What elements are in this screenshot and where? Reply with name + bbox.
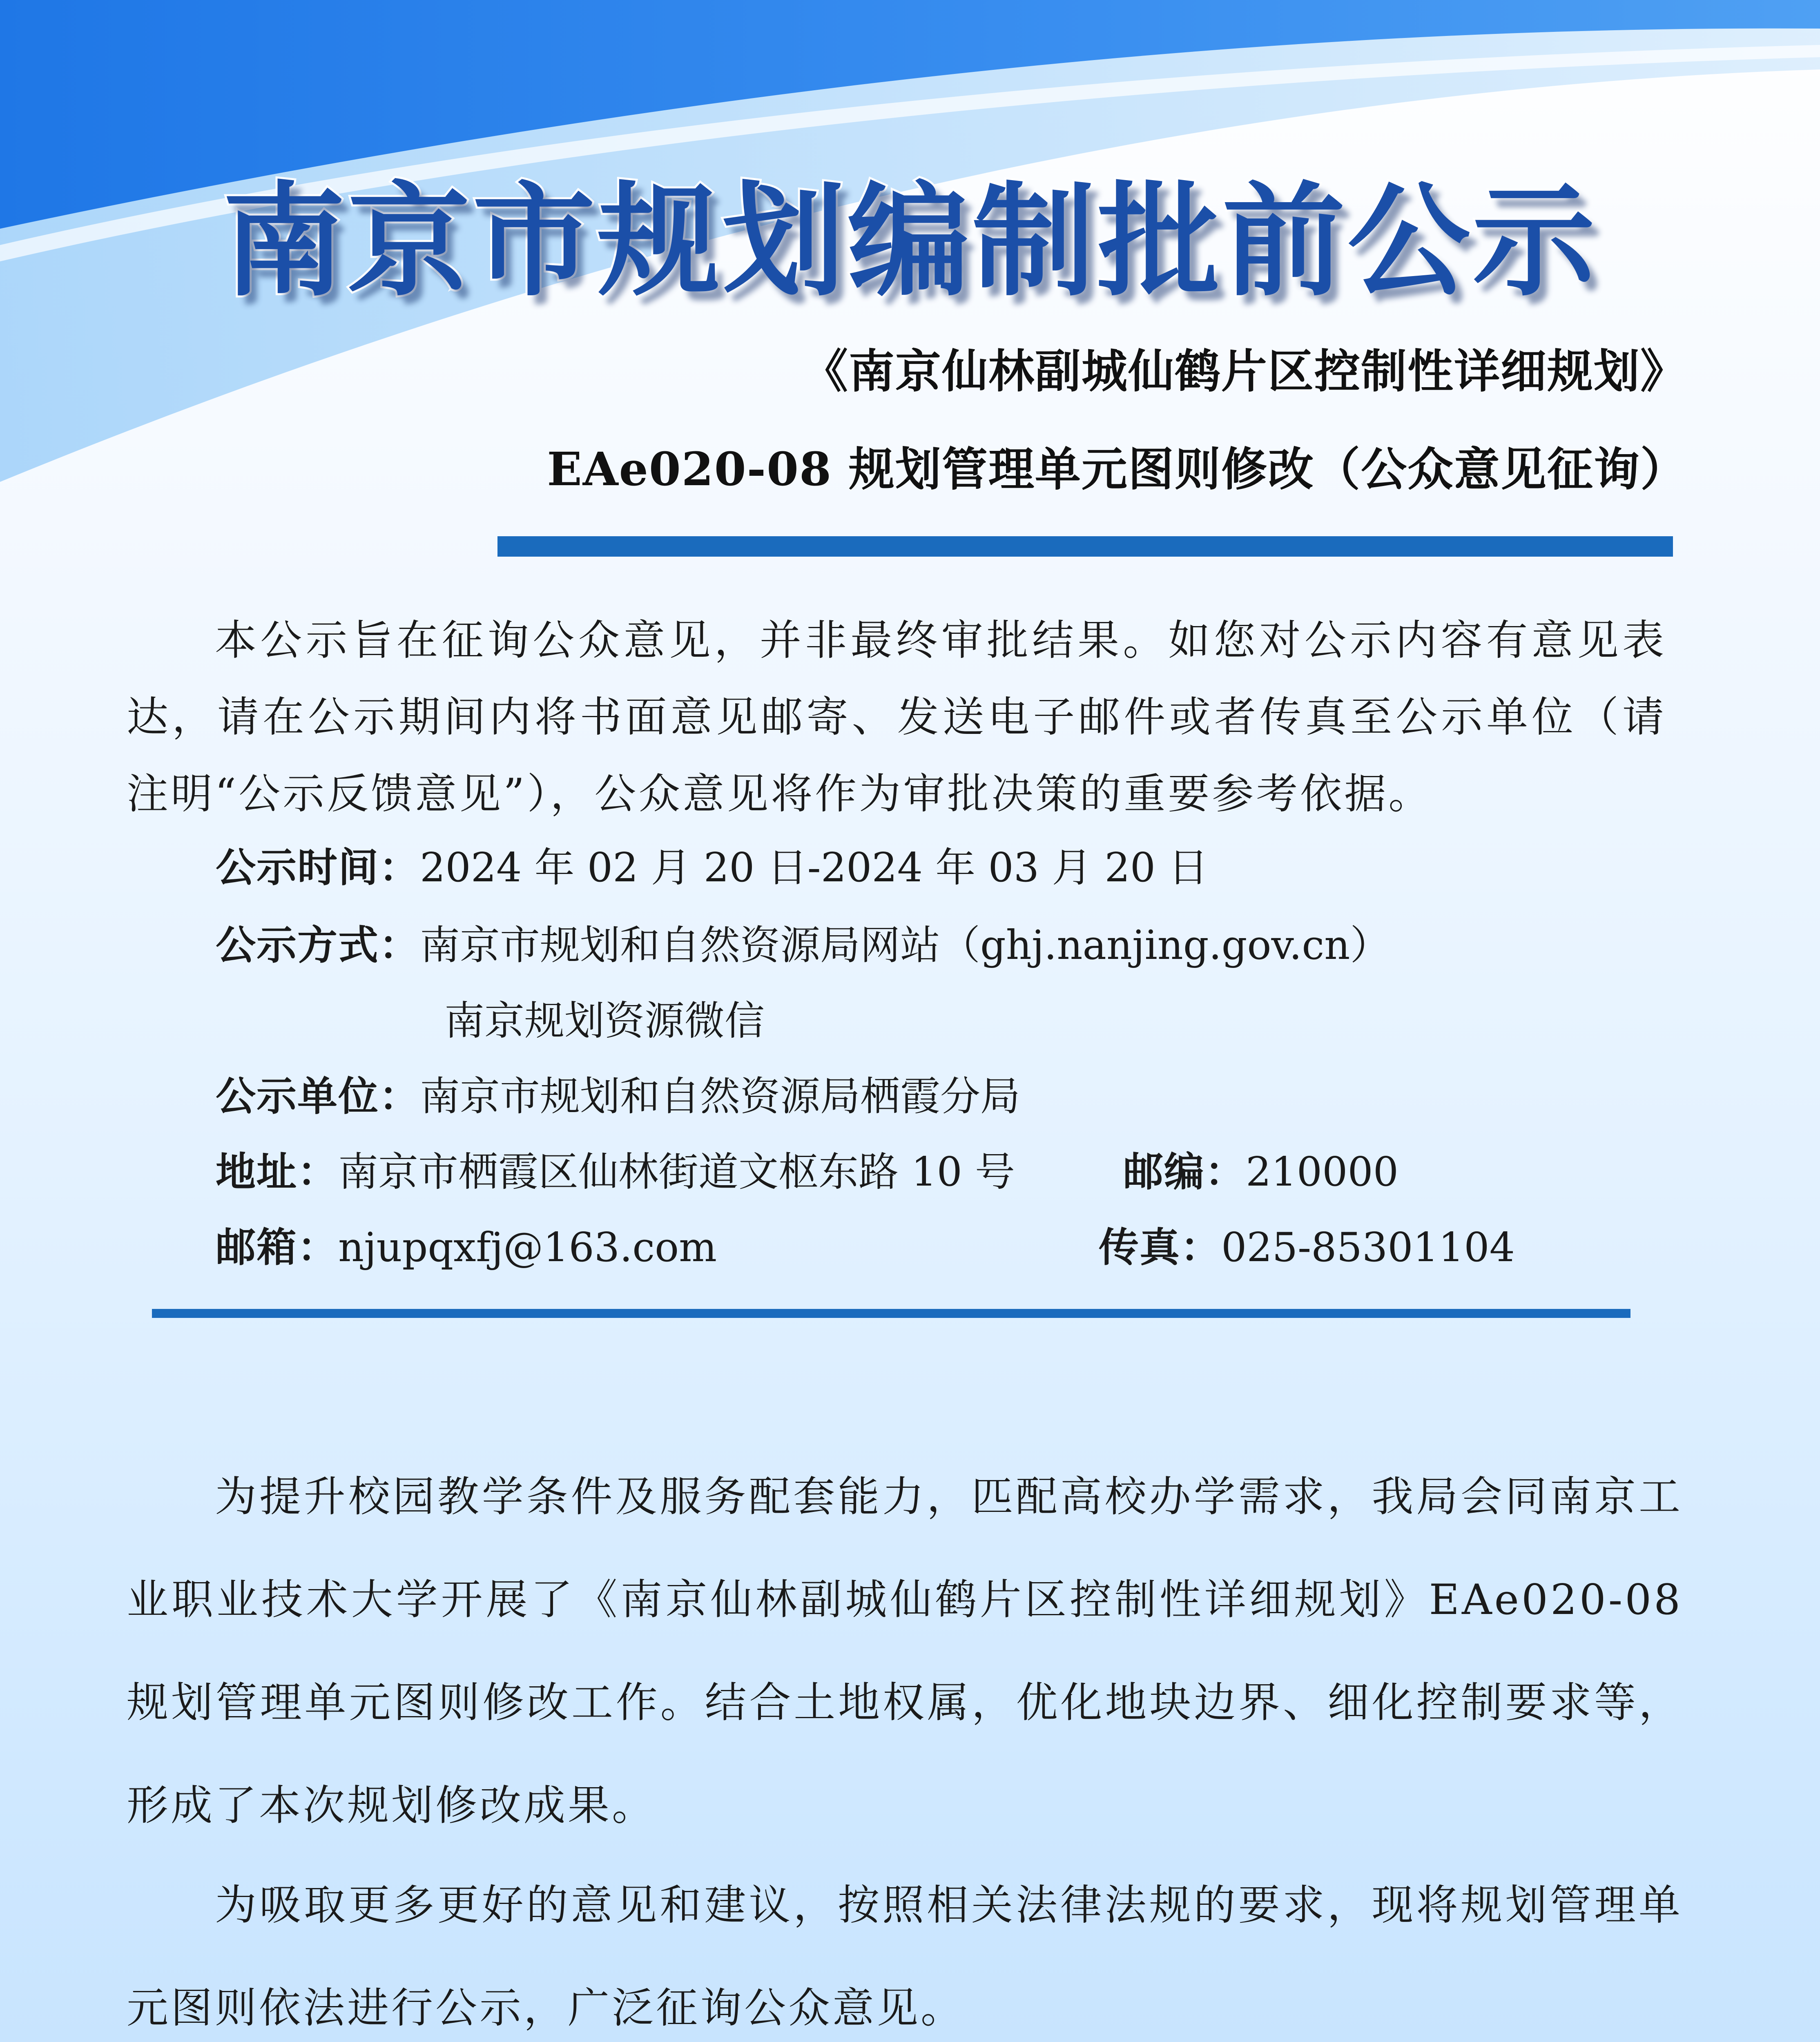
info-method-wechat-row <box>444 990 765 1052</box>
info-method <box>216 915 1390 976</box>
info-unit-value: 南京市规划和自然资源局栖霞分局 <box>420 1073 1021 1120</box>
info-time-label: 公示时间： <box>216 844 420 891</box>
info-unit <box>216 1066 1020 1127</box>
info-fax-label: 传真： <box>1099 1224 1222 1271</box>
info-address-value: 南京市栖霞区仙林街道文枢东路 10 号 <box>338 1149 1015 1195</box>
info-method-website: 南京市规划和自然资源局网站（ghj.nanjing.gov.cn） <box>420 922 1390 969</box>
plan-name: 《南京仙林副城仙鹤片区控制性详细规划》 <box>802 345 1687 398</box>
info-address-label: 地址： <box>216 1148 339 1195</box>
info-fax <box>1099 1217 1515 1278</box>
info-postcode-label: 邮编： <box>1123 1148 1246 1195</box>
notice-paragraph: 本公示旨在征询公众意见，并非最终审批结果。如您对公示内容有意见表达，请在公示期间内将书面意见邮寄、发送电子邮件或者传真至公示单位（请注明“公示反馈意见”），公众意见将作为审批决策的重要参考依据。 <box>127 616 1666 818</box>
header-divider <box>497 536 1673 557</box>
info-email <box>216 1217 717 1278</box>
info-time <box>216 837 1208 898</box>
info-email-label: 邮箱： <box>216 1224 339 1271</box>
info-method-label: 公示方式： <box>216 922 420 969</box>
info-postcode <box>1123 1141 1398 1203</box>
body-paragraph-2: 为吸取更多更好的意见和建议，按照相关法律法规的要求，现将规划管理单元图则依法进行公示，广泛征询公众意见。 <box>127 1881 1683 2033</box>
page-title: 南京市规划编制批前公示 <box>223 169 1597 313</box>
info-method-wechat: 南京规划资源微信 <box>444 998 765 1044</box>
info-fax-value: 025-85301104 <box>1221 1224 1515 1271</box>
plan-subtitle: EAe020-08 规划管理单元图则修改（公众意见征询） <box>547 443 1687 496</box>
info-time-value: 2024 年 02 月 20 日-2024 年 03 月 20 日 <box>420 845 1209 891</box>
body-paragraph-1: 为提升校园教学条件及服务配套能力，匹配高校办学需求，我局会同南京工业职业技术大学开展了《南京仙林副城仙鹤片区控制性详细规划》EAe020-08 规划管理单元图则修改工作。结合土地权属，优化地块边界、细化控制要求等，形成了本次规划修改成果。 <box>127 1473 1683 1830</box>
info-divider <box>152 1309 1630 1318</box>
info-address <box>216 1141 1015 1203</box>
info-email-value: njupqxfj@163.com <box>338 1224 717 1271</box>
info-unit-label: 公示单位： <box>216 1073 420 1120</box>
info-postcode-value: 210000 <box>1246 1149 1399 1195</box>
